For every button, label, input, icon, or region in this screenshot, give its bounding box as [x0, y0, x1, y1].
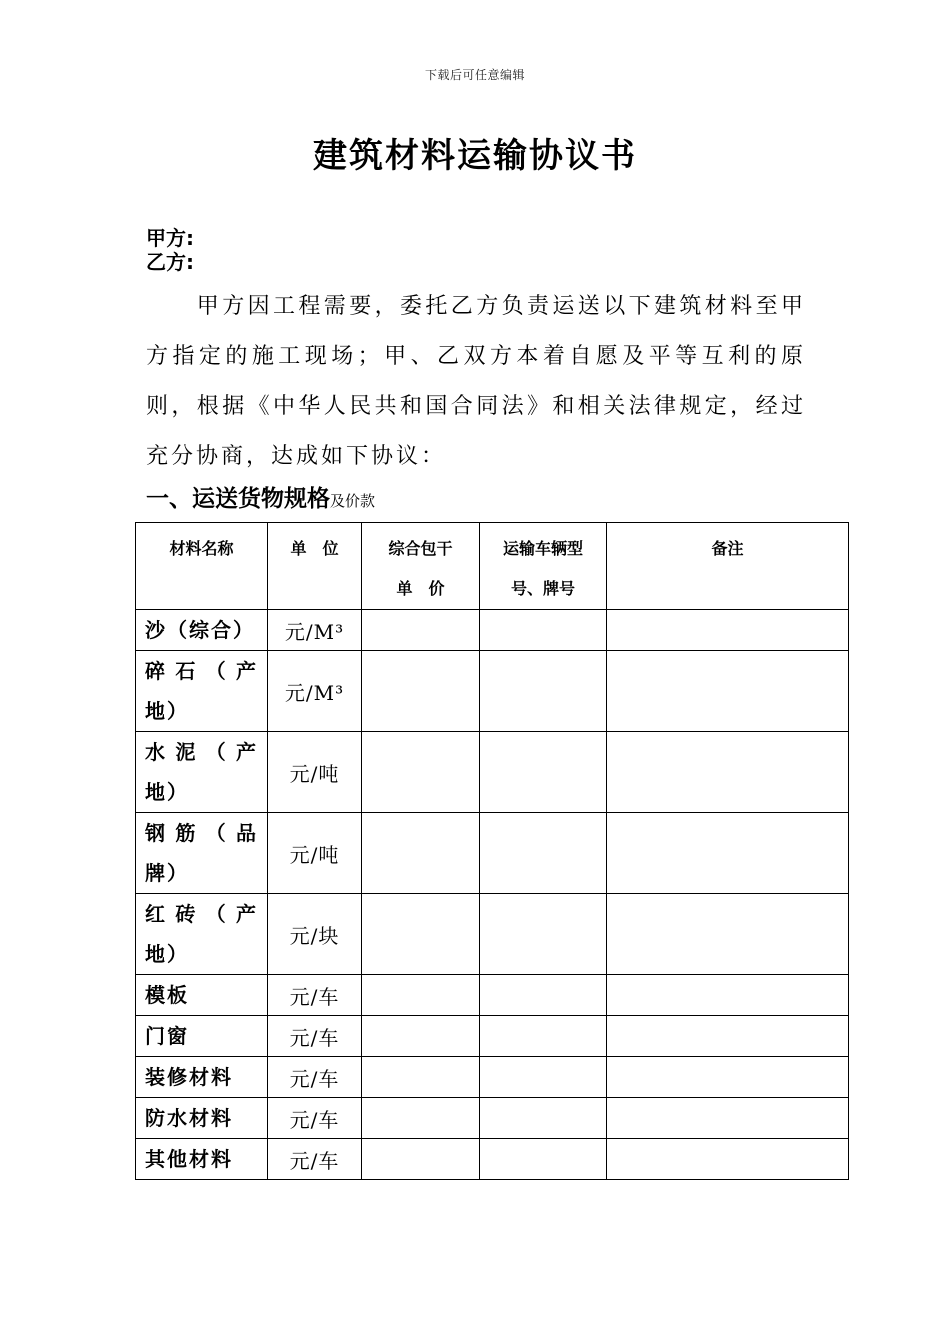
unit-cell: 元/吨 [268, 732, 362, 813]
price-cell [362, 610, 480, 651]
intro-paragraph: 甲方因工程需要，委托乙方负责运送以下建筑材料至甲方指定的施工现场；甲、乙双方本着自愿及平等互利的原则，根据《中华人民共和国合同法》和相关法律规定，经过充分协商，达成如下协议： [146, 294, 806, 469]
table-row [136, 732, 849, 813]
price-cell [362, 1016, 480, 1057]
material-name-cell: 防水材料 [136, 1098, 268, 1139]
goods-table [135, 522, 849, 1180]
remark-cell [607, 975, 849, 1016]
vehicle-cell [480, 975, 607, 1016]
material-name-cell: 装修材料 [136, 1057, 268, 1098]
material-name-cell: 门窗 [136, 1016, 268, 1057]
material-name-cell: 水泥（产地） [136, 732, 268, 813]
vehicle-cell [480, 813, 607, 894]
document-title: 建筑材料运输协议书 [313, 136, 637, 176]
vehicle-cell [480, 610, 607, 651]
unit-cell: 元/M³ [268, 610, 362, 651]
material-name-cell: 其他材料 [136, 1139, 268, 1180]
header-unit-price-line1: 综合包干 [388, 539, 453, 558]
remark-cell [607, 1098, 849, 1139]
table-row [136, 1098, 849, 1139]
material-name-cell: 红砖（产地） [136, 894, 268, 975]
unit-cell: 元/块 [268, 894, 362, 975]
vehicle-cell [480, 894, 607, 975]
material-name-cell: 模板 [136, 975, 268, 1016]
material-name-cell: 钢筋（品牌） [136, 813, 268, 894]
unit-cell: 元/M³ [268, 651, 362, 732]
section-1-heading [146, 480, 375, 513]
remark-cell [607, 651, 849, 732]
price-cell [362, 1139, 480, 1180]
vehicle-cell [480, 1057, 607, 1098]
unit-cell: 元/吨 [268, 813, 362, 894]
vehicle-cell [480, 1098, 607, 1139]
vehicle-cell [480, 732, 607, 813]
party-a-label: 甲方: [146, 226, 194, 250]
header-unit: 单 位 [268, 523, 362, 610]
header-note: 下载后可任意编辑 [424, 68, 525, 82]
price-cell [362, 894, 480, 975]
table-row [136, 651, 849, 732]
header-remark: 备注 [607, 523, 849, 610]
header-vehicle-line1: 运输车辆型 [502, 539, 583, 558]
table-row [136, 813, 849, 894]
header-vehicle [480, 523, 607, 610]
header-vehicle-line2: 号、牌号 [510, 579, 575, 598]
vehicle-cell [480, 651, 607, 732]
price-cell [362, 732, 480, 813]
unit-cell: 元/车 [268, 1139, 362, 1180]
remark-cell [607, 732, 849, 813]
unit-cell: 元/车 [268, 1098, 362, 1139]
unit-cell: 元/车 [268, 1057, 362, 1098]
price-cell [362, 1057, 480, 1098]
header-unit-price [362, 523, 480, 610]
table-row [136, 1057, 849, 1098]
unit-cell: 元/车 [268, 975, 362, 1016]
remark-cell [607, 1016, 849, 1057]
remark-cell [607, 610, 849, 651]
material-name-cell: 碎石（产地） [136, 651, 268, 732]
header-unit-price-line2: 单 价 [396, 579, 445, 598]
price-cell [362, 1098, 480, 1139]
table-row [136, 610, 849, 651]
remark-cell [607, 1057, 849, 1098]
section-1-title: 一、运送货物规格 [146, 486, 330, 512]
table-row [136, 894, 849, 975]
header-material-name: 材料名称 [136, 523, 268, 610]
section-1-suffix: 及价款 [330, 492, 376, 510]
table-row [136, 1139, 849, 1180]
price-cell [362, 651, 480, 732]
party-b-label: 乙方: [146, 250, 194, 274]
table-row [136, 975, 849, 1016]
table-row [136, 1016, 849, 1057]
price-cell [362, 975, 480, 1016]
remark-cell [607, 894, 849, 975]
remark-cell [607, 1139, 849, 1180]
vehicle-cell [480, 1016, 607, 1057]
remark-cell [607, 813, 849, 894]
material-name-cell: 沙（综合） [136, 610, 268, 651]
price-cell [362, 813, 480, 894]
vehicle-cell [480, 1139, 607, 1180]
table-header-row [136, 523, 849, 610]
unit-cell: 元/车 [268, 1016, 362, 1057]
